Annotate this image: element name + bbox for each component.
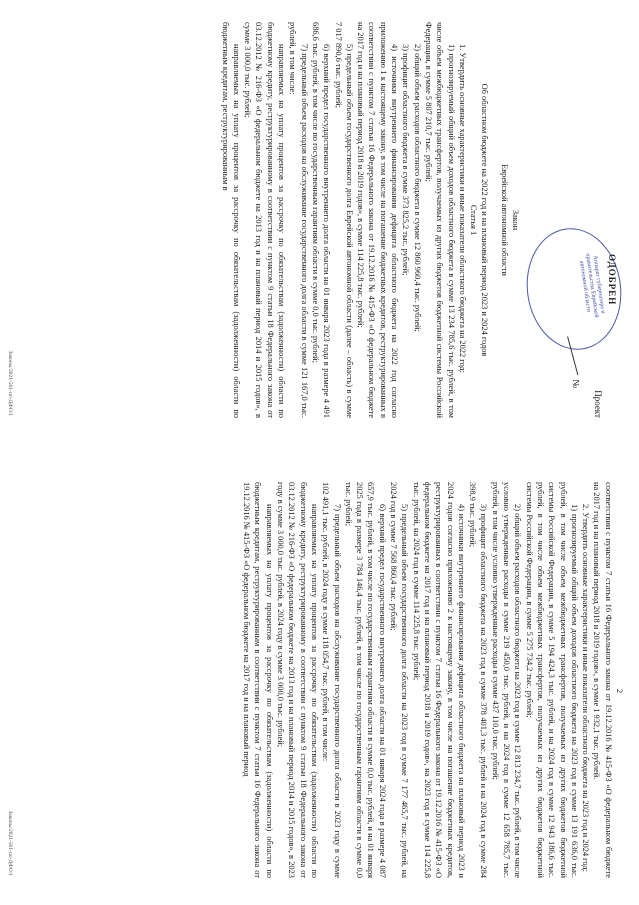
page-footer: Законы/2021-561-пп-ДФО/1 [7,350,14,416]
paragraph: 2. Утвердить основные характеристики и иные показатели областного бюджета на 2023 год и 2024 год: [581,504,591,872]
paragraph: 5) предельный объем государственного долга области на 2023 год в сумме 7 177 465,7 тыс. рублей, на 2024 год в сумме 7 568 860,4 тыс. рублей; [389,482,410,878]
law-region: Еврейской автономной области [499,164,509,276]
stamp-text: Аппарат губернатора и правительства Еврейской автономной области [578,252,606,319]
paragraph: 3) профицит областного бюджета на 2023 год в сумме 378 401,3 тыс. рублей и на 2024 год в сумме 284 398,9 тыс. рублей; [468,482,489,878]
document-page-2 [0,460,639,900]
page-number: 2 [615,688,624,694]
paragraph: 1) прогнозируемый общий объем доходов областного бюджета на 2023 год в сумме 13 191 636,0 тыс. рублей, в том числе объем межбюджетных трансфертов, получаемых из других бюджетов бюджетной системы Российской Федерации, в сумме 5 194 424,3 тыс. рублей, и на 2024 год в сумме 12 943 186,6 тыс. рублей, в том числе объем межбюджетных трансфертов, получаемых из других бюджетов бюджетной системы Российской Федерации, в сумме 5 275 734,2 тыс. рублей; [524,482,579,878]
paragraph: направляемых на уплату процентов за рассрочку по обязательствам (задолженности) области по бюджетному кредиту, реструктурированному в соответствии с пунктом 9 статьи 18 Федерального закона от 03.12.2012 № 216-ФЗ «О федеральном бюджете на 2013 год и на плановый период 2014 и 2015 годов», в сумме 3 000,0 тыс. рублей; [243,22,287,418]
paragraph: соответствии с пунктом 7 статьи 16 Федерального закона от 19.12.2016 № 415-ФЗ «О федеральном бюджете на 2017 год и на плановый период 2018 и 2019 годов», в сумме 1 932,1 тыс. рублей. [592,482,613,878]
paragraph: 1) прогнозируемый общий объем доходов областного бюджета в сумме 13 234 785,6 тыс. рублей, в том числе объем межбюджетных трансфертов, получаемых из других бюджетов бюджетной системы Российской Федерации, в сумме 5 807 210,7 тыс. рублей; [423,22,456,418]
paragraph: 2) общий объем расходов областного бюджета на 2023 год в сумме 12 813 234,7 тыс. рублей, в том числе условно утвержденные расходы в сумме 219 450,0 тыс. рублей, и на 2024 год в сумме 12 658 785,7 тыс. рублей, в том числе условно утвержденные расходы в сумме 437 110,0 тыс. рублей; [490,482,523,878]
paragraph: 2) общий объем расходов областного бюджета в сумме 12 860 960,4 тыс. рублей; [412,44,422,332]
approved-label: ОДОБРЕН [607,254,617,306]
paragraph: направляемых на уплату процентов за рассрочку по обязательствам (задолженности) области по бюджетным кредитам, реструктурированным в [220,22,241,418]
paragraph: 5) предельный объем государственного долга Еврейской автономной области (далее – область) в сумме 7 017 890,6 тыс. рублей; [333,22,354,418]
paragraph: направляемых на уплату процентов за рассрочку по обязательствам (задолженности) области по бюджетному кредиту, реструктурированному в соответствии с пунктом 9 статьи 18 Федерального закона от 03.12.2012 № 216-ФЗ «О федеральном бюджете на 2013 год и на плановый период 2014 и 2015 годов», в 2023 году в сумме 3 000,0 тыс. рублей, в 2024 году в сумме 3 000,0 тыс. рублей; [276,482,319,878]
paragraph: направляемых на уплату процентов за рассрочку по обязательствам (задолженности) области по бюджетным кредитам, реструктурированным в соответствии с пунктом 7 статьи 16 Федерального закона от 19.12.2016 № 415-ФЗ «О федеральном бюджете на 2017 год и на плановый период [242,482,274,878]
project-label: Проект [593,390,603,418]
paragraph: 3) профицит областного бюджета в сумме 373 825,2 тыс. рублей; [401,44,411,276]
paragraph: 4) источники внутреннего финансирования дефицита областного бюджета на плановый период 2023 и 2024 годов согласно приложению 2 к настоящему закону, в том числе на погашение бюджетных кредитов, реструктурированных в соответствии с пунктом 7 статьи 16 Федерального закона от 19.12.2016 № 415-ФЗ «О федеральном бюджете на 2017 год и на плановый период 2018 и 2019 годов», на 2023 год в сумме 114 225,8 тыс. рублей, на 2024 год в сумме 114 225,8 тыс. рублей; [411,482,466,878]
law-title: Закон [511,209,520,231]
paragraph: 1. Утвердить основные характеристики и иные показатели областного бюджета на 2022 год: [457,44,467,373]
paragraph: 6) верхний предел государственного внутреннего долга области на 01 января 2024 года в размере 4 087 657,9 тыс. рублей, в том числе по государственным гарантиям области в сумме 0,0 тыс. рублей, и на 01 января 2025 года в размере 3 784 146,4 тыс. рублей, в том числе по государственным гарантиям области в сумме 0,0 тыс. рублей; [343,482,387,878]
paragraph: 7) предельный объем расходов на обслуживание государственного долга области в сумме 121 167,0 тыс. рублей, в том числе: [288,22,309,418]
paragraph: 4) источники внутреннего финансирования дефицита областного бюджета на 2022 год согласно приложению 1 к настоящему закону, в том числе на погашение бюджетных кредитов, реструктурированных в соответствии с пунктом 7 статьи 16 Федерального закона от 19.12.2016 № 415-ФЗ «О федеральном бюджете на 2017 год и на плановый период 2018 и 2019 годов», в сумме 114 225,8 тыс. рублей; [356,22,400,418]
paragraph: 7) предельный объем расходов на обслуживание государственного долга области в 2023 году в сумме 102 491,1 тыс. рублей, в 2024 году в сумме 118 054,7 тыс. рублей, в том числе: [321,482,342,878]
number-label: № [571,379,581,388]
page-footer: Законы/2021-561-пп-ДФО/1 [7,810,14,876]
article-heading: Статья 1 [469,204,479,236]
law-subject: Об областном бюджете на 2022 год и на плановый период 2023 и 2024 годов [480,83,490,357]
approval-stamp-area [521,22,625,418]
document-page-1 [0,0,639,440]
paragraph: 6) верхний предел государственного внутреннего долга области на 01 января 2023 года в размере 4 491 686,6 тыс. рублей, в том числе по государственным гарантиям области в сумме 0,0 тыс. рублей; [310,22,332,418]
